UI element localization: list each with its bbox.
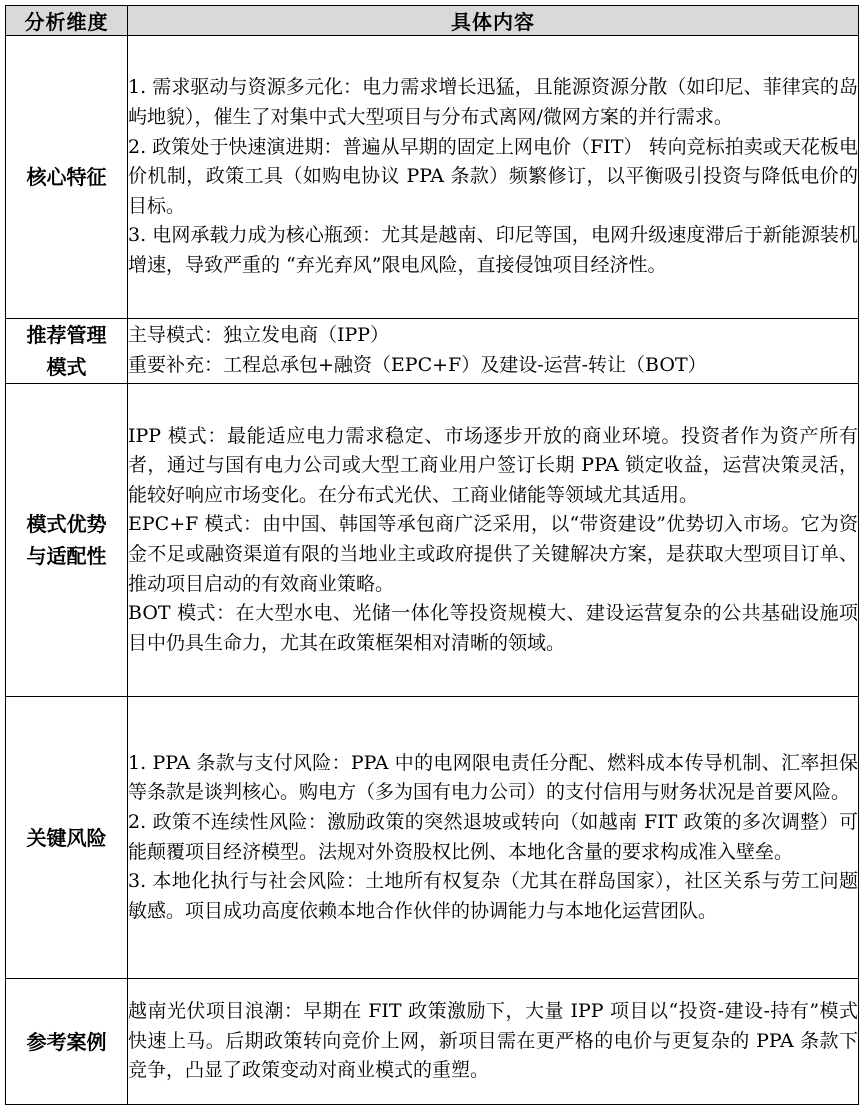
paragraph: BOT 模式：在大型水电、光储一体化等投资规模大、建设运营复杂的公共基础设施项目中仍具生命力，尤其在政策框架相对清晰的领域。 [128, 602, 858, 654]
label-line: 推荐管理 [26, 323, 107, 347]
paragraph: 1. 需求驱动与资源多元化：电力需求增长迅猛，且能源资源分散（如印尼、菲律宾的岛屿地貌），催生了对集中式大型项目与分布式离网/微网方案的并行需求。 [128, 76, 858, 129]
table-row-reference-case [6, 979, 859, 1105]
paragraph: 3. 本地化执行与社会风险：土地所有权复杂（尤其在群岛国家），社区关系与劳工问题敏感。项目成功高度依赖本地合作伙伴的协调能力与本地化运营团队。 [128, 870, 858, 922]
paragraph: 2. 政策不连续性风险：激励政策的突然退坡或转向（如越南 FIT 政策的多次调整）可能颠覆项目经济模型。法规对外资股权比例、本地化含量的要求构成准入壁垒。 [128, 810, 858, 863]
paragraph: 1. PPA 条款与支付风险：PPA 中的电网限电责任分配、燃料成本传导机制、汇率担保等条款是谈判核心。购电方（多为国有电力公司）的支付信用与财务状况是首要风险。 [128, 751, 858, 804]
paragraph: EPC+F 模式：由中国、韩国等承包商广泛采用，以“带资建设”优势切入市场。它为资金不足或融资渠道有限的当地业主或政府提供了关键解决方案，是获取大型项目订单、推动项目启动的有效商业策略。 [128, 513, 858, 595]
table-row-management-mode [6, 319, 859, 384]
row-content-core-features [128, 36, 859, 319]
row-label-reference-case: 参考案例 [6, 979, 128, 1105]
row-label-core-features: 核心特征 [6, 36, 128, 319]
table-row-key-risks [6, 697, 859, 979]
row-label-management-mode [6, 319, 128, 384]
paragraph: 2. 政策处于快速演进期：普遍从早期的固定上网电价（FIT） 转向竞标拍卖或天花板电价机制，政策工具（如购电协议 PPA 条款）频繁修订，以平衡吸引投资与降低电价的目标。 [128, 135, 858, 217]
analysis-table [5, 5, 859, 1105]
row-content-advantages [128, 384, 859, 697]
table-header-row [6, 6, 859, 36]
header-content: 具体内容 [128, 6, 859, 36]
label-line: 与适配性 [26, 544, 107, 568]
label-line: 模式 [46, 355, 87, 379]
header-dimension: 分析维度 [6, 6, 128, 36]
paragraph: 3. 电网承载力成为核心瓶颈：尤其是越南、印尼等国，电网升级速度滞后于新能源装机增速，导致严重的 “弃光弃风”限电风险，直接侵蚀项目经济性。 [128, 224, 858, 276]
table-row-core-features [6, 36, 859, 319]
row-content-reference-case [128, 979, 859, 1105]
row-label-advantages [6, 384, 128, 697]
paragraph: 重要补充：工程总承包+融资（EPC+F）及建设-运营-转让（BOT） [128, 354, 707, 376]
label-line: 模式优势 [26, 512, 107, 536]
paragraph: 主导模式：独立发电商（IPP） [128, 324, 390, 347]
paragraph: 越南光伏项目浪潮：早期在 FIT 政策激励下，大量 IPP 项目以“投资-建设-持有”模式快速上马。后期政策转向竞价上网，新项目需在更严格的电价与更复杂的 PPA 条款下竞争，凸显了政策变动对商业模式的重塑。 [128, 1000, 858, 1082]
row-content-management-mode [128, 319, 859, 384]
table-row-advantages [6, 384, 859, 697]
row-label-key-risks: 关键风险 [6, 697, 128, 979]
paragraph: IPP 模式：最能适应电力需求稳定、市场逐步开放的商业环境。投资者作为资产所有者，通过与国有电力公司或大型工商业用户签订长期 PPA 锁定收益，运营决策灵活，能较好响应市场变化。在分布式光伏、工商业储能等领域尤其适用。 [128, 424, 858, 506]
row-content-key-risks [128, 697, 859, 979]
